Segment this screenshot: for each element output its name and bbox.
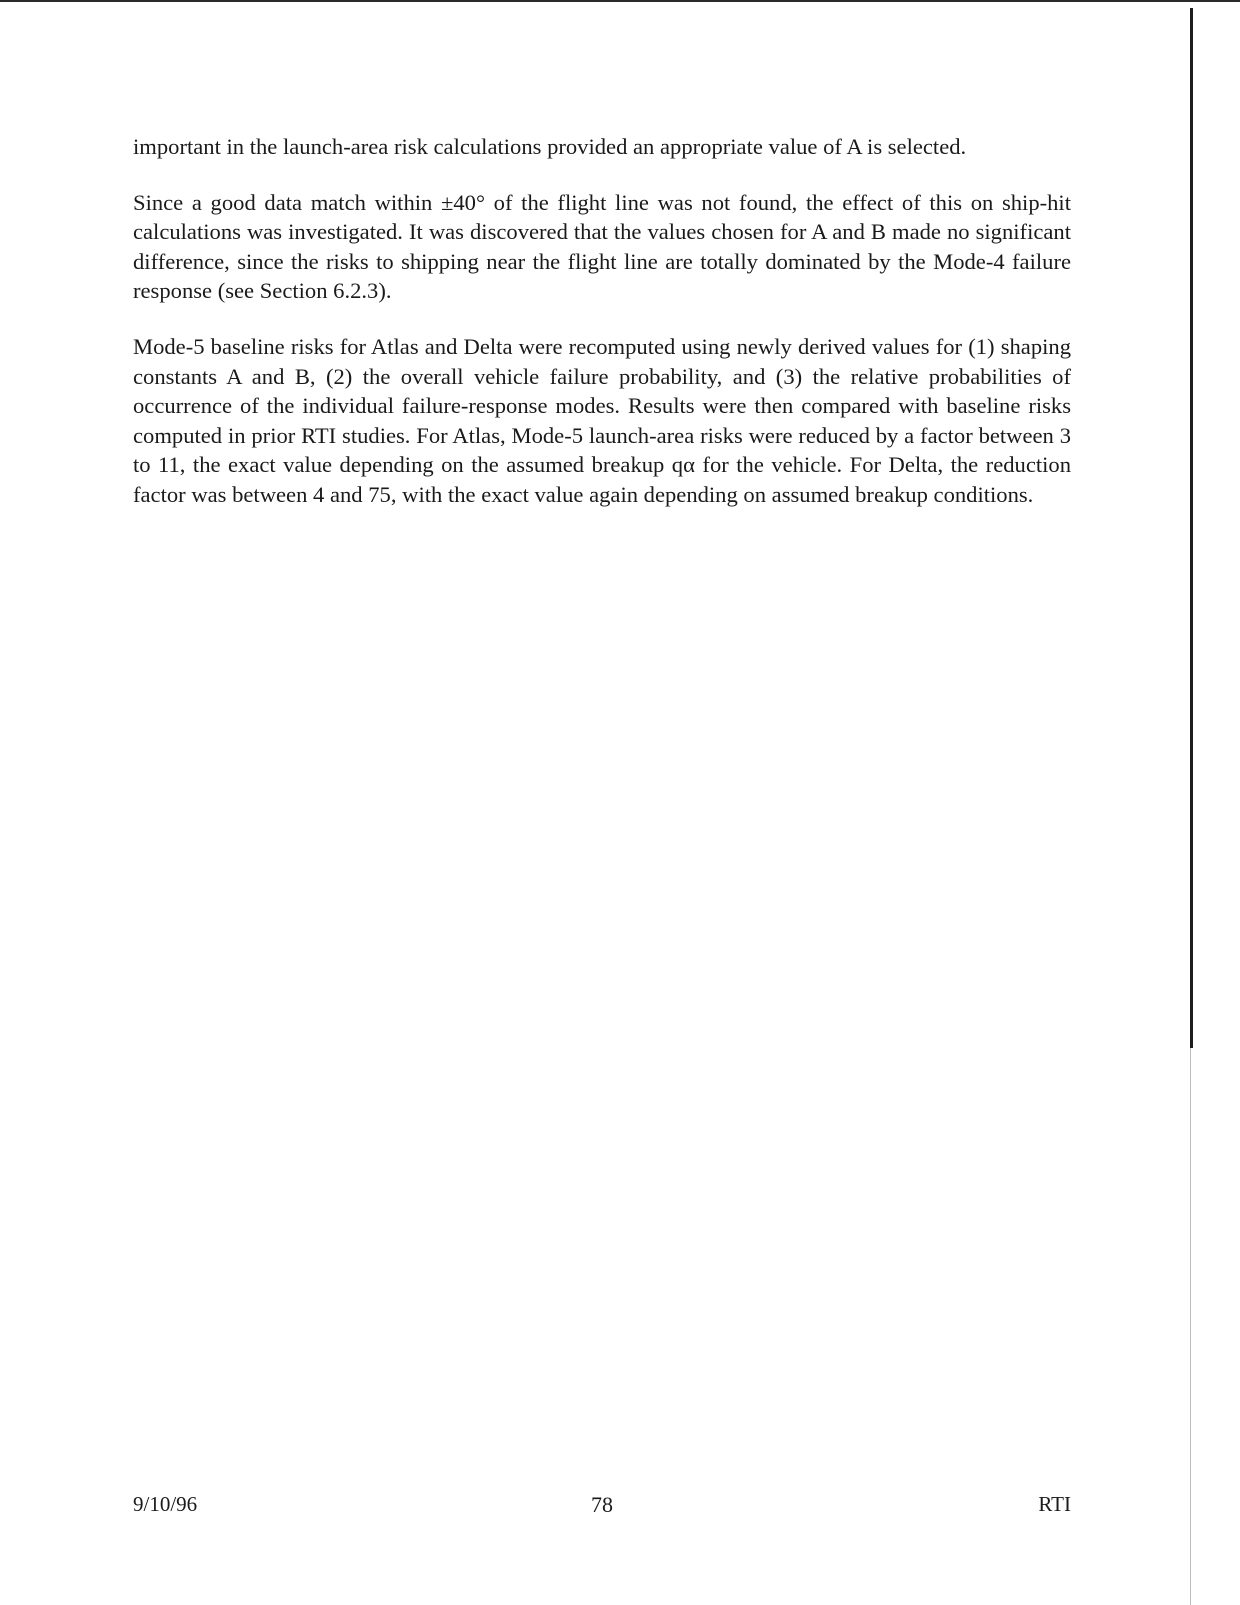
paragraph-ship-hit: Since a good data match within ±40° of the flight line was not found, the effect of this on ship-hit calculations was investigated. It was discovered that the values chosen for A and B made no significant difference, since the risks to shipping near the flight line are totally dominated by the Mode-4 failure response (see Section 6.2.3). <box>133 189 1071 304</box>
paragraph-mode5-baseline: Mode-5 baseline risks for Atlas and Delta were recomputed using newly derived values for (1) shaping constants A and B, (2) the overall vehicle failure probability, and (3) the relative probabilities of occurrence of the individual failure-response modes. Results were then compared with baseline risks computed in prior RTI studies. For Atlas, Mode-5 launch-area risks were reduced by a factor between 3 to 11, the exact value depending on the assumed breakup qα for the vehicle. For Delta, the reduction factor was between 4 and 75, with the exact value again depending on assumed breakup conditions. <box>133 333 1071 507</box>
paragraph-continuation: important in the launch-area risk calculations provided an appropriate value of A is selected. <box>133 134 967 159</box>
footer-date: 9/10/96 <box>133 1492 198 1516</box>
footer-organization: RTI <box>1038 1492 1071 1516</box>
page-body <box>133 132 1071 510</box>
scan-right-border <box>1190 8 1193 1048</box>
scan-right-border-faint <box>1190 1048 1191 1605</box>
page-footer <box>133 1492 1071 1522</box>
scan-top-border <box>0 0 1240 2</box>
page-number: 78 <box>591 1492 613 1517</box>
